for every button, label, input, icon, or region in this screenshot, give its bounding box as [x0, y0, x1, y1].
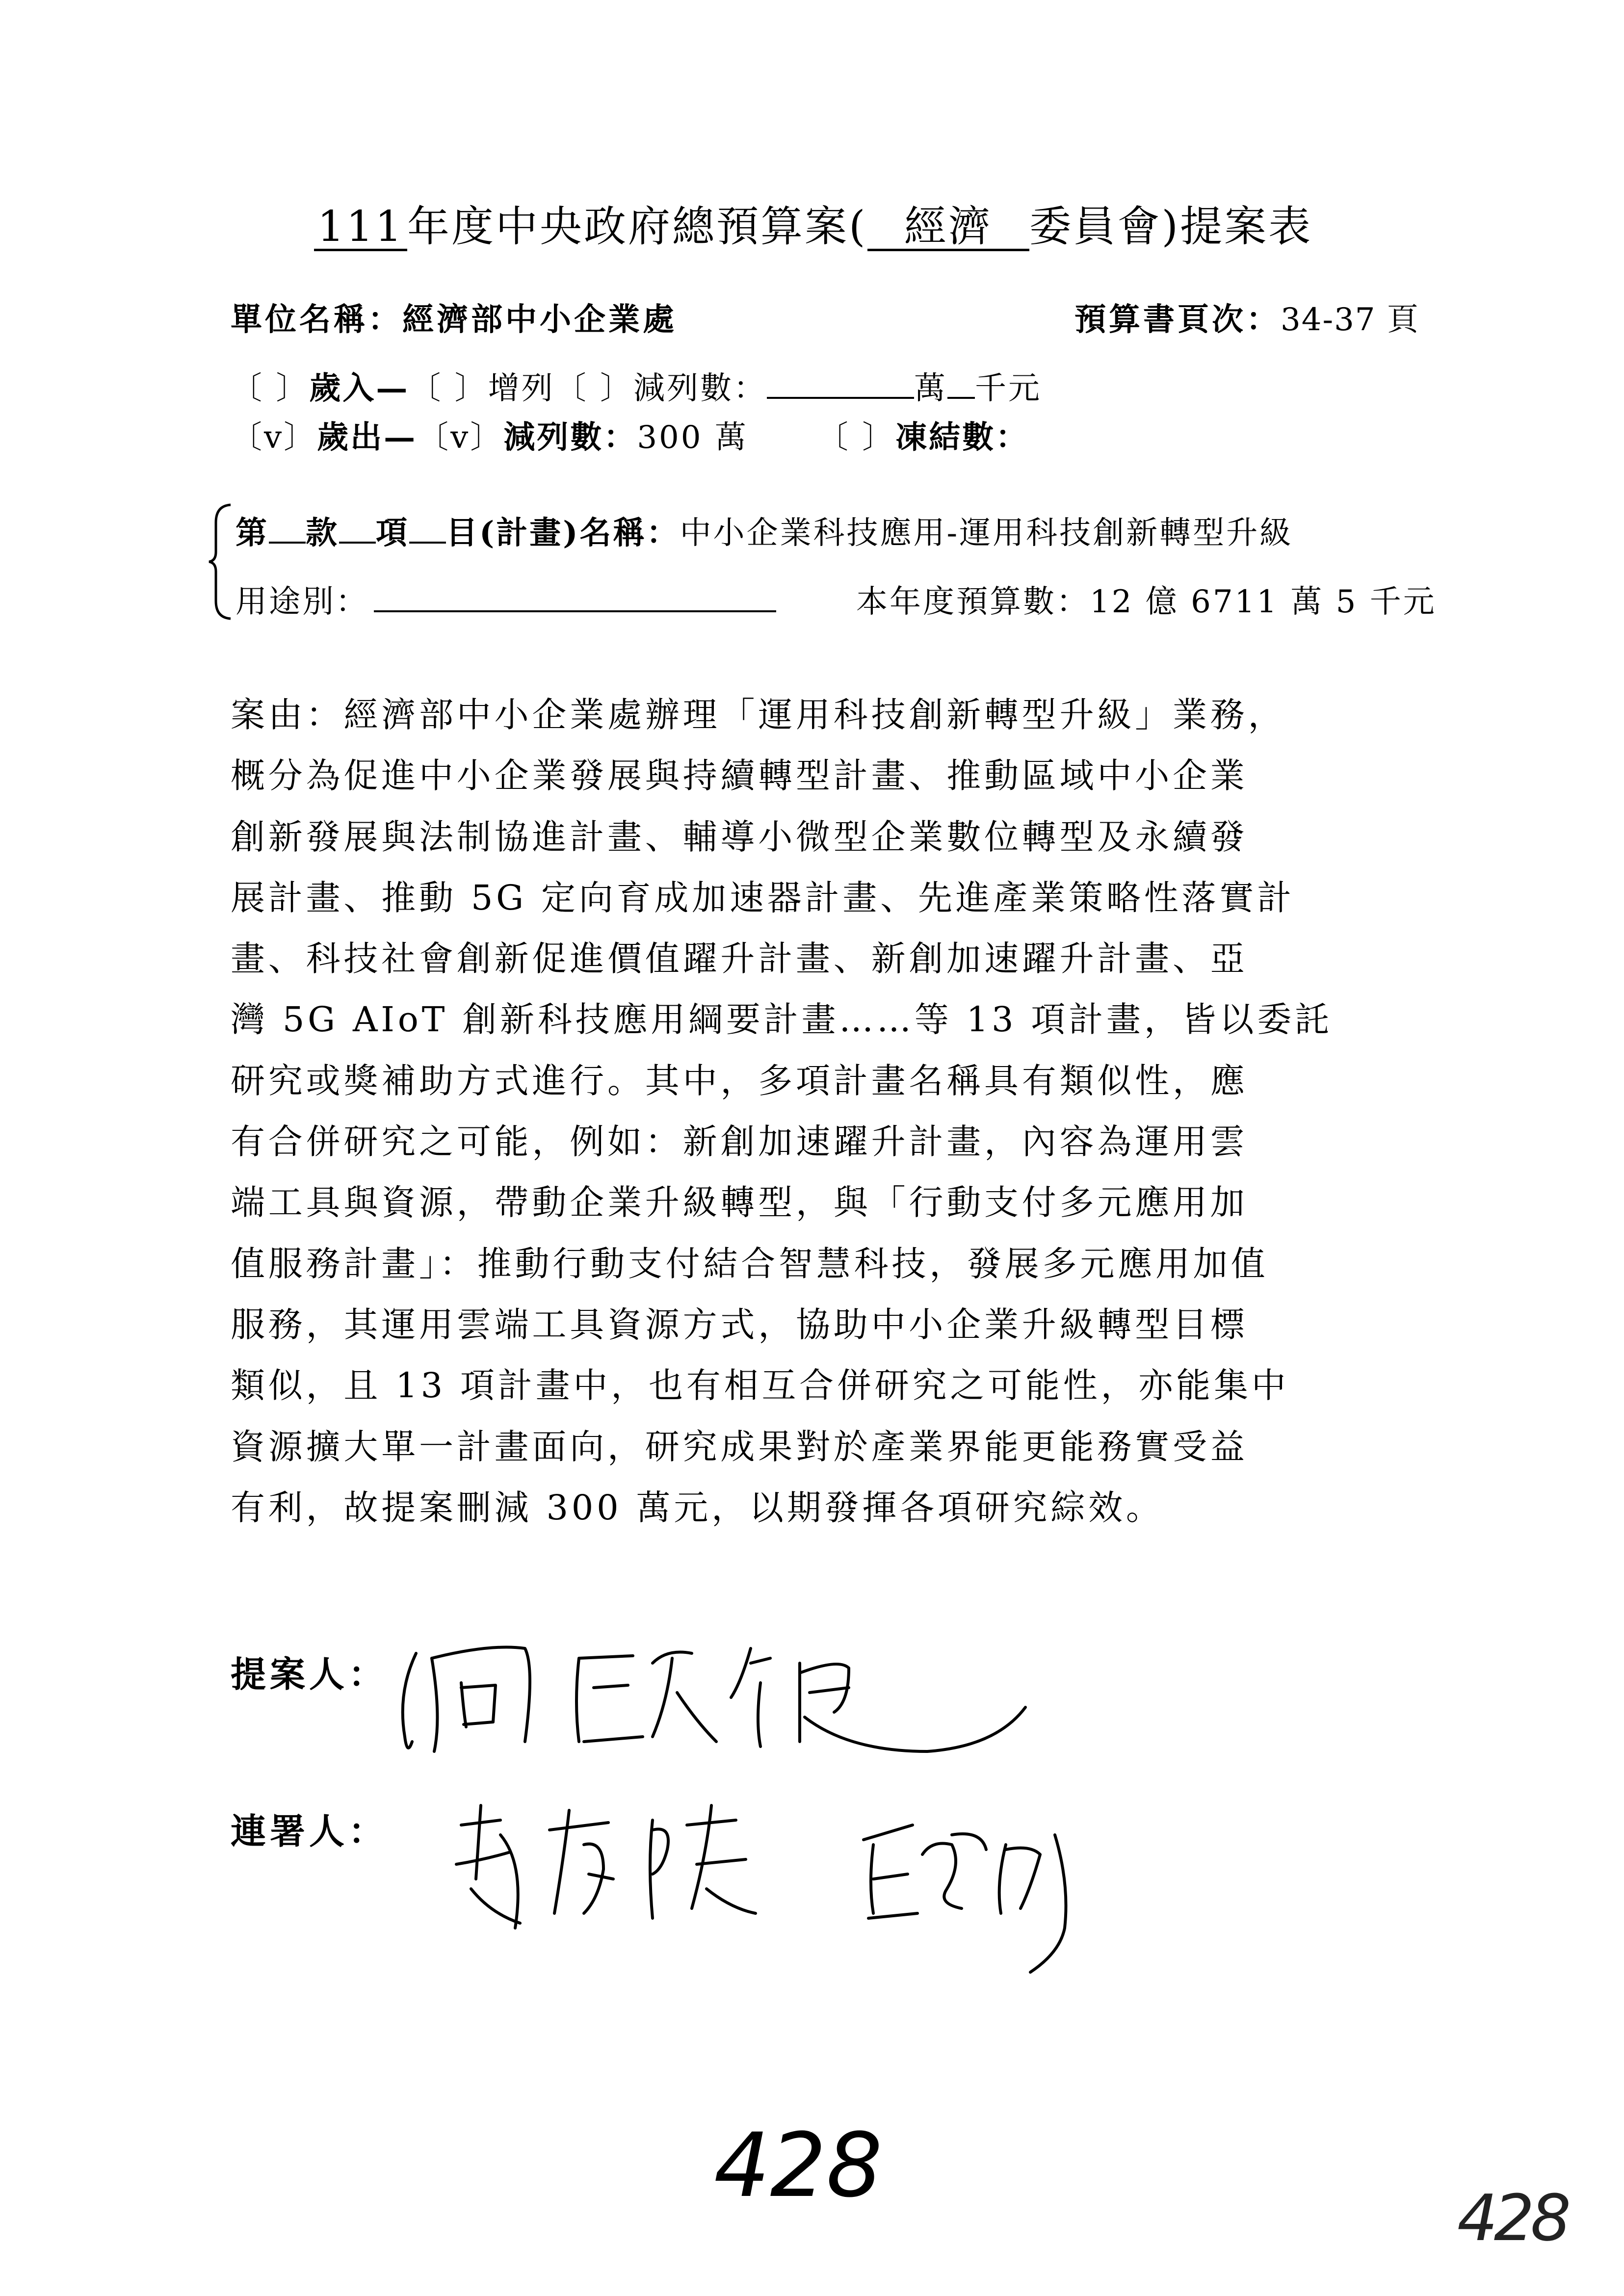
plan-section-blank [269, 514, 306, 544]
unit-name [231, 294, 677, 339]
income-thousand-blank [947, 369, 975, 399]
plan-section-label: 第 [236, 515, 269, 551]
reason-line: 類似，且 13 項計畫中，也有相互合併研究之可能性，亦能集中 [231, 1365, 1289, 1406]
reason-line: 資源擴大單一計畫面向，研究成果對於產業界能更能務實受益 [231, 1426, 1248, 1467]
title-committee: 經濟 [867, 205, 1029, 251]
title-year: 111 [314, 205, 407, 251]
expense-decrease-label: 減列數： [503, 419, 637, 456]
title-prefix: 年度中央政府總預算案( [407, 202, 867, 251]
reason-line: 研究或獎補助方式進行。其中，多項計畫名稱具有類似性，應 [231, 1060, 1248, 1101]
proposer-signature [378, 1594, 1040, 1781]
annual-budget [856, 576, 1437, 622]
usage-row [236, 576, 776, 622]
income-row [231, 363, 1042, 408]
reason-line: 創新發展與法制協進計畫、輔導小微型企業數位轉型及永續發 [231, 816, 1248, 857]
brace-bracket [206, 503, 236, 621]
page-label: 預算書頁次： [1074, 301, 1281, 338]
usage-label: 用途別： [236, 584, 369, 620]
plan-item-blank [339, 514, 376, 544]
expense-decrease-checkbox: 〔v〕 [417, 419, 504, 456]
page-value: 34-37 頁 [1281, 302, 1419, 338]
freeze-checkbox: 〔 〕 [816, 419, 896, 456]
unit-label: 單位名稱： [231, 301, 402, 338]
expense-label: 歲出 [317, 419, 384, 456]
income-increase-label: 增列 [488, 370, 555, 407]
title-suffix: 委員會)提案表 [1029, 202, 1313, 251]
plan-name-row [236, 508, 1293, 553]
reason-line: 案由：經濟部中小企業處辦理「運用科技創新轉型升級」業務， [231, 695, 1286, 735]
plan-item-label: 款 [306, 515, 339, 551]
income-dash: — [376, 370, 410, 407]
page-number: 428 [714, 2114, 883, 2217]
reason-line: 灣 5G AIoT 創新科技應用綱要計畫……等 13 項計畫，皆以委託 [231, 999, 1333, 1040]
usage-blank [374, 583, 776, 612]
reason-line: 端工具與資源，帶動企業升級轉型，與「行動支付多元應用加 [231, 1182, 1248, 1223]
reason-line: 有合併研究之可能，例如：新創加速躍升計畫，內容為運用雲 [231, 1122, 1248, 1162]
unit-value: 經濟部中小企業處 [402, 301, 677, 338]
cosigner-label: 連署人： [231, 1810, 388, 1852]
handwritten-page-number: 428 [1457, 2181, 1568, 2255]
form-title [314, 192, 1312, 253]
income-decrease-checkbox: 〔 〕 [554, 370, 634, 407]
plan-subitem-label: 項 [376, 515, 409, 551]
income-thousand-unit: 千元 [975, 370, 1042, 407]
plan-name-label: 目(計畫)名稱： [446, 515, 680, 551]
income-increase-checkbox: 〔 〕 [409, 370, 488, 407]
proposal-reason [231, 684, 1333, 1538]
income-wan-unit: 萬 [914, 370, 948, 407]
reason-line: 有利，故提案刪減 300 萬元，以期發揮各項研究綜效。 [231, 1487, 1164, 1528]
budget-label: 本年度預算數： [856, 584, 1090, 620]
income-checkbox: 〔 〕 [231, 370, 310, 407]
plan-subitem-blank [409, 514, 446, 544]
income-wan-blank [767, 369, 914, 399]
income-decrease-label: 減列數： [633, 370, 767, 407]
reason-line: 值服務計畫」：推動行動支付結合智慧科技，發展多元應用加值 [231, 1243, 1269, 1284]
cosigner-signature [442, 1766, 1153, 1987]
budget-book-page [1074, 294, 1419, 339]
income-label: 歲入 [309, 370, 376, 407]
reason-line: 畫、科技社會創新促進價值躍升計畫、新創加速躍升計畫、亞 [231, 939, 1248, 979]
reason-line: 展計畫、推動 5G 定向育成加速器計畫、先進產業策略性落實計 [231, 877, 1295, 918]
plan-name-value: 中小企業科技應用-運用科技創新轉型升級 [680, 515, 1293, 551]
freeze-label: 凍結數： [895, 419, 1029, 456]
proposer-label: 提案人： [231, 1653, 388, 1695]
expense-decrease-amount: 300 萬 [637, 419, 748, 456]
expense-dash: — [384, 419, 418, 456]
reason-line: 概分為促進中小企業發展與持續轉型計畫、推動區域中小企業 [231, 756, 1248, 796]
expense-checkbox: 〔v〕 [231, 419, 317, 456]
expense-row [231, 412, 1029, 457]
reason-line: 服務，其運用雲端工具資源方式，協助中小企業升級轉型目標 [231, 1304, 1248, 1345]
budget-value: 12 億 6711 萬 5 千元 [1090, 584, 1437, 620]
